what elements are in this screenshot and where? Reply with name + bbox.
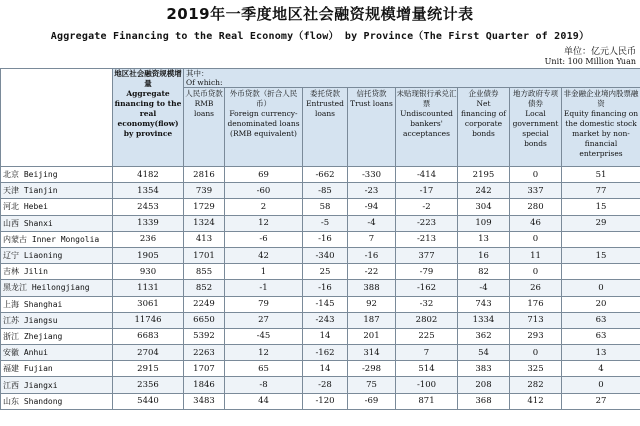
value-cell: 413 — [184, 231, 225, 247]
header-total-column — [113, 69, 184, 167]
value-cell: 46 — [510, 215, 562, 231]
value-cell: 75 — [348, 377, 396, 393]
value-cell: -100 — [396, 377, 458, 393]
value-cell: 368 — [458, 393, 510, 409]
value-cell: -213 — [396, 231, 458, 247]
value-cell: 713 — [510, 312, 562, 328]
value-cell: 16 — [458, 247, 510, 263]
header-column-en: Undiscounted bankers' acceptances — [400, 109, 453, 138]
header-column-en: RMB loans — [193, 99, 215, 118]
value-cell: 1 — [225, 264, 303, 280]
value-cell: 7 — [348, 231, 396, 247]
value-cell: -6 — [225, 231, 303, 247]
table-row — [1, 361, 640, 377]
province-cell: 黑龙江 Heilongjiang — [1, 280, 113, 296]
value-cell: 92 — [348, 296, 396, 312]
value-cell: 282 — [510, 377, 562, 393]
header-column — [225, 88, 303, 167]
province-cell: 辽宁 Liaoning — [1, 247, 113, 263]
header-total-en: Aggregate financing to the real economy(flow) by province — [114, 89, 182, 138]
header-column-zh: 人民币贷款 — [185, 89, 223, 98]
value-cell: 5392 — [184, 328, 225, 344]
value-cell: -5 — [303, 215, 348, 231]
table-row — [1, 393, 640, 409]
value-cell: 293 — [510, 328, 562, 344]
value-cell: 743 — [458, 296, 510, 312]
value-cell: 4 — [562, 361, 640, 377]
value-cell: -2 — [396, 199, 458, 215]
value-cell: 201 — [348, 328, 396, 344]
value-cell: -4 — [458, 280, 510, 296]
value-cell — [562, 231, 640, 247]
value-cell: 388 — [348, 280, 396, 296]
value-cell: 51 — [562, 167, 640, 183]
value-cell: -16 — [303, 231, 348, 247]
value-cell: 383 — [458, 361, 510, 377]
table-row — [1, 312, 640, 328]
total-cell: 236 — [113, 231, 184, 247]
value-cell: 42 — [225, 247, 303, 263]
table-title-english: Aggregate Financing to the Real Economy（flow） by Province（The First Quarter of 2019） — [50, 31, 590, 42]
value-cell: 6650 — [184, 312, 225, 328]
value-cell: -23 — [348, 183, 396, 199]
table-row — [1, 247, 640, 263]
value-cell: 29 — [562, 215, 640, 231]
value-cell: -69 — [348, 393, 396, 409]
province-cell: 浙江 Zhejiang — [1, 328, 113, 344]
value-cell: 7 — [396, 345, 458, 361]
value-cell: -94 — [348, 199, 396, 215]
header-column — [348, 88, 396, 167]
value-cell: -120 — [303, 393, 348, 409]
value-cell: 304 — [458, 199, 510, 215]
total-cell: 1339 — [113, 215, 184, 231]
header-column-en: Entrusted loans — [306, 99, 344, 118]
province-cell: 江西 Jiangxi — [1, 377, 113, 393]
value-cell: 0 — [510, 231, 562, 247]
value-cell: 514 — [396, 361, 458, 377]
header-corner — [1, 69, 113, 167]
total-cell: 2915 — [113, 361, 184, 377]
value-cell: 2195 — [458, 167, 510, 183]
value-cell: -16 — [303, 280, 348, 296]
value-cell: 54 — [458, 345, 510, 361]
value-cell: 0 — [510, 167, 562, 183]
value-cell: 109 — [458, 215, 510, 231]
value-cell: 65 — [225, 361, 303, 377]
value-cell: -340 — [303, 247, 348, 263]
total-cell: 1905 — [113, 247, 184, 263]
value-cell: 15 — [562, 199, 640, 215]
value-cell: 82 — [458, 264, 510, 280]
value-cell: 13 — [458, 231, 510, 247]
table-row — [1, 264, 640, 280]
total-cell: 2704 — [113, 345, 184, 361]
value-cell: 412 — [510, 393, 562, 409]
total-cell: 1131 — [113, 280, 184, 296]
header-column-zh: 外币贷款（折合人民币） — [229, 89, 298, 108]
province-cell: 山东 Shandong — [1, 393, 113, 409]
province-cell: 福建 Fujian — [1, 361, 113, 377]
value-cell: 12 — [225, 215, 303, 231]
value-cell: 2249 — [184, 296, 225, 312]
value-cell: -298 — [348, 361, 396, 377]
value-cell: 63 — [562, 312, 640, 328]
value-cell: 2 — [225, 199, 303, 215]
province-cell: 江苏 Jiangsu — [1, 312, 113, 328]
value-cell: 362 — [458, 328, 510, 344]
value-cell: 0 — [510, 264, 562, 280]
value-cell: 242 — [458, 183, 510, 199]
value-cell: -243 — [303, 312, 348, 328]
value-cell: 855 — [184, 264, 225, 280]
value-cell: -22 — [348, 264, 396, 280]
value-cell: -79 — [396, 264, 458, 280]
value-cell: 12 — [225, 345, 303, 361]
value-cell: 14 — [303, 361, 348, 377]
header-column — [458, 88, 510, 167]
header-column-en: Foreign currency-denominated loans (RMB equivalent) — [227, 109, 300, 138]
total-cell: 2453 — [113, 199, 184, 215]
header-column-en: Equity financing on the domestic stock market by non-financial enterprises — [563, 109, 639, 158]
value-cell: 2816 — [184, 167, 225, 183]
header-column — [562, 88, 640, 167]
province-cell: 安徽 Anhui — [1, 345, 113, 361]
table-row — [1, 345, 640, 361]
value-cell: 337 — [510, 183, 562, 199]
province-cell: 山西 Shanxi — [1, 215, 113, 231]
value-cell: 2802 — [396, 312, 458, 328]
financing-table — [0, 68, 640, 410]
table-row — [1, 215, 640, 231]
value-cell: 1729 — [184, 199, 225, 215]
value-cell: 15 — [562, 247, 640, 263]
header-total-zh: 地区社会融资规模增量 — [114, 69, 182, 88]
value-cell: 314 — [348, 345, 396, 361]
value-cell: 63 — [562, 328, 640, 344]
value-cell: -662 — [303, 167, 348, 183]
value-cell: 1701 — [184, 247, 225, 263]
value-cell: -162 — [303, 345, 348, 361]
table-row — [1, 377, 640, 393]
value-cell: 0 — [510, 345, 562, 361]
value-cell: 27 — [225, 312, 303, 328]
value-cell — [562, 264, 640, 280]
table-row — [1, 199, 640, 215]
value-cell: 1846 — [184, 377, 225, 393]
unit-label-english: Unit: 100 Million Yuan — [544, 57, 636, 66]
value-cell: 14 — [303, 328, 348, 344]
total-cell: 3061 — [113, 296, 184, 312]
value-cell: 739 — [184, 183, 225, 199]
header-column — [510, 88, 562, 167]
value-cell: 13 — [562, 345, 640, 361]
table-row — [1, 328, 640, 344]
total-cell: 1354 — [113, 183, 184, 199]
value-cell: -32 — [396, 296, 458, 312]
unit-label-chinese: 单位：亿元人民币 — [563, 47, 636, 57]
value-cell: 208 — [458, 377, 510, 393]
table-row — [1, 296, 640, 312]
table-row — [1, 167, 640, 183]
province-cell: 天津 Tianjin — [1, 183, 113, 199]
table-title-chinese: 2019年一季度地区社会融资规模增量统计表 — [166, 5, 474, 23]
header-column-zh: 非金融企业境内股票融资 — [563, 89, 639, 108]
value-cell: 187 — [348, 312, 396, 328]
value-cell: 225 — [396, 328, 458, 344]
province-cell: 吉林 Jilin — [1, 264, 113, 280]
value-cell: 1324 — [184, 215, 225, 231]
value-cell: 25 — [303, 264, 348, 280]
value-cell: 871 — [396, 393, 458, 409]
province-cell: 内蒙古 Inner Mongolia — [1, 231, 113, 247]
header-column-zh: 委托贷款 — [310, 89, 340, 98]
header-column-en: Local government special bonds — [512, 109, 559, 148]
value-cell: 280 — [510, 199, 562, 215]
value-cell: -60 — [225, 183, 303, 199]
value-cell: 26 — [510, 280, 562, 296]
of-which-zh: 其中： — [186, 69, 209, 78]
value-cell: 69 — [225, 167, 303, 183]
total-cell: 6683 — [113, 328, 184, 344]
value-cell: -16 — [348, 247, 396, 263]
value-cell: 11 — [510, 247, 562, 263]
value-cell: -330 — [348, 167, 396, 183]
header-column-zh: 信托贷款 — [356, 89, 387, 98]
header-column — [396, 88, 458, 167]
header-column-zh: 地方政府专项债券 — [513, 89, 558, 108]
province-cell: 北京 Beijing — [1, 167, 113, 183]
total-cell: 5440 — [113, 393, 184, 409]
header-column — [184, 88, 225, 167]
value-cell: 2263 — [184, 345, 225, 361]
value-cell: -162 — [396, 280, 458, 296]
value-cell: 0 — [562, 377, 640, 393]
total-cell: 930 — [113, 264, 184, 280]
value-cell: 77 — [562, 183, 640, 199]
value-cell: 79 — [225, 296, 303, 312]
province-cell: 上海 Shanghai — [1, 296, 113, 312]
total-cell: 11746 — [113, 312, 184, 328]
value-cell: 58 — [303, 199, 348, 215]
value-cell: -1 — [225, 280, 303, 296]
table-row — [1, 183, 640, 199]
value-cell: 852 — [184, 280, 225, 296]
total-cell: 4182 — [113, 167, 184, 183]
header-column-zh: 未贴现银行承兑汇票 — [396, 89, 457, 108]
value-cell: 1707 — [184, 361, 225, 377]
value-cell: 3483 — [184, 393, 225, 409]
header-column — [303, 88, 348, 167]
table-row — [1, 231, 640, 247]
of-which-en: Of which: — [186, 78, 223, 87]
value-cell: -17 — [396, 183, 458, 199]
value-cell: -223 — [396, 215, 458, 231]
value-cell: -28 — [303, 377, 348, 393]
header-of-which — [184, 69, 640, 88]
value-cell: 27 — [562, 393, 640, 409]
value-cell: 1334 — [458, 312, 510, 328]
value-cell: -45 — [225, 328, 303, 344]
value-cell: -145 — [303, 296, 348, 312]
value-cell: 44 — [225, 393, 303, 409]
value-cell: 20 — [562, 296, 640, 312]
header-column-zh: 企业债券 — [468, 89, 499, 98]
value-cell: -414 — [396, 167, 458, 183]
value-cell: 377 — [396, 247, 458, 263]
value-cell: 325 — [510, 361, 562, 377]
value-cell: -4 — [348, 215, 396, 231]
value-cell: -85 — [303, 183, 348, 199]
value-cell: 176 — [510, 296, 562, 312]
total-cell: 2356 — [113, 377, 184, 393]
province-cell: 河北 Hebei — [1, 199, 113, 215]
value-cell: -8 — [225, 377, 303, 393]
value-cell: 0 — [562, 280, 640, 296]
header-column-en: Trust loans — [350, 99, 393, 108]
table-row — [1, 280, 640, 296]
header-column-en: Net financing of corporate bonds — [460, 99, 507, 138]
